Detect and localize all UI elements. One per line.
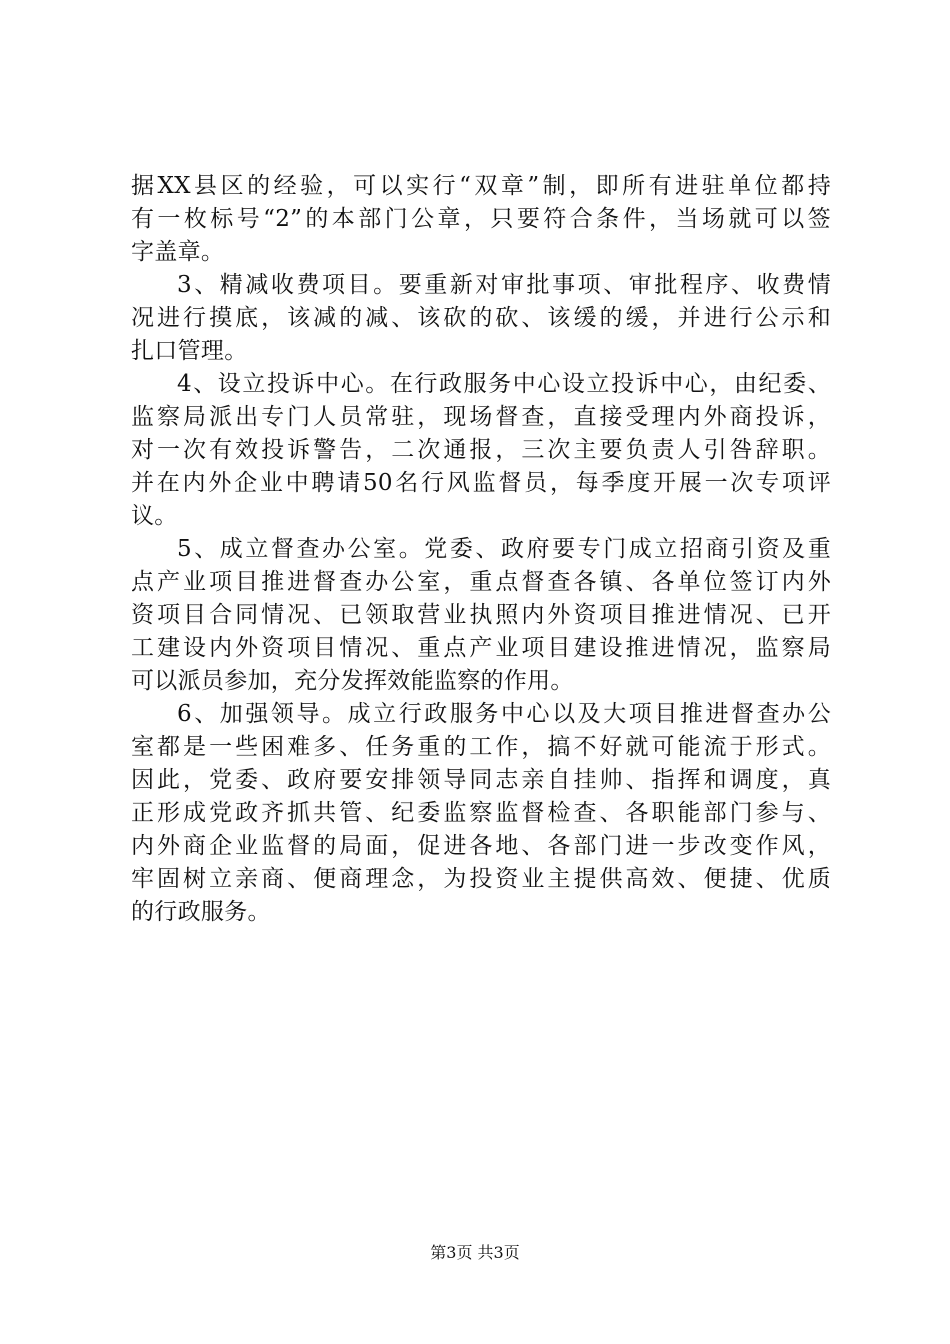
document-body bbox=[131, 170, 831, 929]
text-line: 5、成立督查办公室。党委、政府要专门成立招商引资及重 bbox=[177, 536, 831, 562]
text-line: 并在内外企业中聘请50名行风监督员，每季度开展一次专项评 bbox=[131, 470, 831, 496]
text-line: 室都是一些困难多、任务重的工作，搞不好就可能流于形式。 bbox=[131, 734, 831, 760]
text-line: 对一次有效投诉警告，二次通报，三次主要负责人引咎辞职。 bbox=[131, 437, 831, 463]
page-footer: 第3页 共3页 bbox=[430, 1243, 520, 1262]
text-line: 字盖章。 bbox=[131, 239, 225, 265]
text-line: 据XX县区的经验，可以实行“双章”制，即所有进驻单位都持 bbox=[131, 173, 831, 199]
text-line: 议。 bbox=[131, 503, 178, 529]
text-line: 扎口管理。 bbox=[131, 338, 248, 364]
text-line: 6、加强领导。成立行政服务中心以及大项目推进督查办公 bbox=[177, 701, 831, 727]
text-line: 况进行摸底，该减的减、该砍的砍、该缓的缓，并进行公示和 bbox=[131, 305, 831, 331]
text-line: 资项目合同情况、已领取营业执照内外资项目推进情况、已开 bbox=[131, 602, 831, 628]
text-line: 3、精减收费项目。要重新对审批事项、审批程序、收费情 bbox=[177, 272, 831, 298]
text-line: 牢固树立亲商、便商理念，为投资业主提供高效、便捷、优质 bbox=[131, 866, 831, 892]
text-line: 监察局派出专门人员常驻，现场督查，直接受理内外商投诉， bbox=[131, 404, 831, 430]
text-line: 4、设立投诉中心。在行政服务中心设立投诉中心，由纪委、 bbox=[177, 371, 831, 397]
text-line: 正形成党政齐抓共管、纪委监察监督检查、各职能部门参与、 bbox=[131, 800, 831, 826]
text-line: 点产业项目推进督查办公室，重点督查各镇、各单位签订内外 bbox=[131, 569, 831, 595]
text-line: 因此，党委、政府要安排领导同志亲自挂帅、指挥和调度，真 bbox=[131, 767, 831, 793]
text-line: 可以派员参加，充分发挥效能监察的作用。 bbox=[131, 668, 574, 694]
text-line: 的行政服务。 bbox=[131, 899, 271, 925]
text-line: 内外商企业监督的局面，促进各地、各部门进一步改变作风， bbox=[131, 833, 831, 859]
text-line: 有一枚标号“2”的本部门公章，只要符合条件，当场就可以签 bbox=[131, 206, 831, 232]
text-line: 工建设内外资项目情况、重点产业项目建设推进情况，监察局 bbox=[131, 635, 831, 661]
